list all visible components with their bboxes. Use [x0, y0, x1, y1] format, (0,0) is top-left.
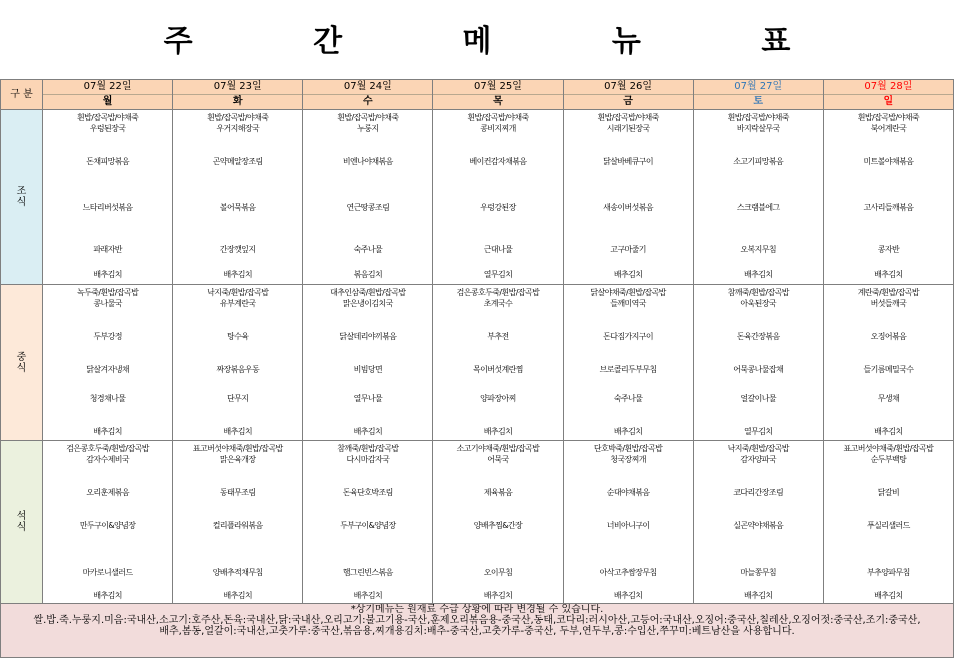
day-date: 07월 24일 [303, 80, 432, 95]
day-name: 토 [753, 96, 764, 107]
menu-item: 돈육단호박조림 [342, 488, 393, 497]
menu-item: 어묵콩나물잡채 [733, 365, 784, 374]
menu-item-rice: 참깨죽/흰밥/잡곡밥 [727, 288, 789, 297]
day-header-fri [563, 80, 693, 110]
menu-item-rice: 계란죽/흰밥/잡곡밥 [857, 288, 919, 297]
meal-row-breakfast [1, 110, 954, 285]
menu-item: 오이무침 [483, 568, 513, 577]
menu-cell [303, 441, 433, 604]
menu-item: 감자양파국 [740, 455, 777, 464]
weekly-menu-table [0, 79, 954, 658]
menu-item: 콩비지찌개 [480, 124, 516, 133]
menu-item: 마카로니샐러드 [82, 568, 133, 577]
menu-item: 배추김치 [223, 591, 252, 600]
menu-item: 오징어볶음 [870, 332, 907, 341]
menu-item: 햄그린빈스볶음 [342, 568, 393, 577]
menu-item: 다시마감자국 [346, 455, 390, 464]
meal-label-char: 식 [16, 362, 27, 374]
menu-item-rice: 흰밥/잡곡밥/야채죽 [337, 113, 399, 122]
gubun-label: 구 분 [1, 80, 43, 110]
footer-origin-line-1: 쌀.밥.죽.누룽지.미음:국내산,소고기:호주산,돈육:국내산,닭:국내산,오리고기:불고기용-국산,훈제오리볶음용-중국산,동태,코다리:러시아산,고등어:국내산,오징어:중국산,칠레산,오징어젓:중국산,조기:중국산, [33, 615, 921, 626]
menu-item: 양배추찜&간장 [473, 521, 523, 530]
menu-item: 맑은육개장 [219, 455, 256, 464]
menu-item-rice: 흰밥/잡곡밥/야채죽 [76, 113, 139, 122]
menu-cell [823, 441, 953, 604]
meal-label-breakfast [1, 110, 43, 285]
day-date: 07월 22일 [43, 80, 172, 95]
menu-item: 목이버섯계란찜 [473, 365, 523, 374]
menu-item: 닭살겨자냉채 [86, 365, 129, 374]
menu-item: 소고기피망볶음 [733, 157, 784, 166]
menu-cell [563, 110, 693, 285]
menu-item: 어묵국 [487, 455, 509, 464]
menu-item: 고구마줄기 [610, 245, 646, 254]
menu-item: 배추김치 [483, 427, 513, 436]
menu-item: 배추김치 [874, 591, 903, 600]
menu-item: 배추김치 [223, 427, 252, 436]
menu-item: 배추김치 [93, 270, 122, 279]
menu-cell [173, 110, 303, 285]
menu-item-rice: 흰밥/잡곡밥/야채죽 [857, 113, 919, 122]
menu-item-rice: 흰밥/잡곡밥/야채죽 [597, 113, 659, 122]
menu-item: 스크램블에그 [736, 203, 780, 212]
menu-item-rice: 녹두죽/흰밥/잡곡밥 [76, 288, 139, 297]
menu-cell [433, 285, 563, 441]
menu-item: 아삭고추쌈장무침 [599, 568, 657, 577]
menu-item: 너비아니구이 [606, 521, 650, 530]
menu-item: 무생채 [877, 394, 900, 403]
menu-cell [433, 441, 563, 604]
footer-note: *상기메뉴는 원재료 수급 상황에 따라 변경될 수 있습니다. [350, 604, 604, 615]
menu-item: 배추김치 [613, 270, 643, 279]
menu-item: 시래기된장국 [606, 124, 650, 133]
menu-item: 간장깻잎지 [219, 245, 256, 254]
menu-item: 배추김치 [223, 270, 252, 279]
menu-item-rice: 흰밥/잡곡밥/야채죽 [207, 113, 269, 122]
page-title: 주 간 메 뉴 표 [163, 24, 846, 59]
meal-label-char: 식 [16, 197, 27, 208]
menu-item-rice: 흰밥/잡곡밥/야채죽 [727, 113, 789, 122]
menu-item: 숙주나물 [353, 245, 383, 254]
menu-item: 열무나물 [353, 394, 383, 403]
menu-item: 청경채나물 [89, 394, 126, 403]
menu-item-rice: 표고버섯야채죽/흰밥/잡곡밥 [192, 444, 283, 453]
menu-item: 브로콜리두부무침 [599, 365, 657, 374]
menu-item: 배추김치 [874, 270, 903, 279]
day-date: 07월 23일 [173, 80, 302, 95]
menu-item: 북어계란국 [870, 124, 907, 133]
menu-item: 돈육간장볶음 [736, 332, 780, 341]
menu-cell [563, 285, 693, 441]
day-name: 일 [883, 96, 894, 107]
menu-item: 미트볼야채볶음 [863, 157, 914, 166]
menu-item: 유부계란국 [219, 299, 256, 308]
footer-origin-line-2: 배추,봄동,얼갈이:국내산,고춧가루:중국산,볶음용,찌개용김치:배추-중국산,고춧가루-중국산, 두부,연두부,콩:수입산,쭈꾸미:베트남산을 사용합니다. [159, 626, 795, 637]
meal-label-char: 석 [16, 511, 27, 522]
menu-item-rice: 검은콩호두죽/흰밥/잡곡밥 [66, 444, 149, 453]
menu-item: 배추김치 [353, 427, 383, 436]
menu-cell [693, 285, 823, 441]
menu-item: 돈채피망볶음 [86, 157, 129, 166]
meal-row-dinner [1, 441, 954, 604]
day-date: 07월 26일 [564, 80, 693, 95]
day-header-sun [823, 80, 953, 110]
menu-item: 초계국수 [483, 299, 513, 308]
day-header-mon [43, 80, 173, 110]
day-date: 07월 27일 [694, 80, 823, 95]
menu-cell [303, 285, 433, 441]
menu-item-rice: 검은콩호두죽/흰밥/잡곡밥 [456, 288, 540, 297]
menu-item-rice: 단호박죽/흰밥/잡곡밥 [593, 444, 663, 453]
menu-item: 두부강정 [93, 332, 122, 341]
menu-item-rice: 낙지죽/흰밥/잡곡밥 [207, 288, 269, 297]
menu-item: 푸실리샐러드 [867, 521, 910, 530]
menu-item: 곤약메알장조림 [212, 157, 263, 166]
menu-item-rice: 흰밥/잡곡밥/야채죽 [467, 113, 529, 122]
header-row [1, 80, 954, 110]
menu-item: 오복지무침 [740, 245, 777, 254]
menu-item: 연근땅콩조림 [346, 203, 390, 212]
menu-item: 배추김치 [353, 591, 383, 600]
day-name: 월 [102, 96, 113, 107]
menu-item-rice: 표고버섯야채죽/흰밥/잡곡밥 [843, 444, 934, 453]
menu-item: 순대야채볶음 [606, 488, 650, 497]
menu-item: 볶음김치 [353, 270, 383, 279]
day-name: 수 [363, 96, 373, 107]
menu-item: 볼어묵볶음 [219, 203, 256, 212]
menu-item: 코다리간장조림 [733, 488, 784, 497]
menu-item: 들기름메밀국수 [863, 365, 914, 374]
day-header-sat [693, 80, 823, 110]
menu-item: 부추양파무침 [867, 568, 910, 577]
menu-item: 배추김치 [93, 427, 122, 436]
menu-item: 누룽지 [357, 124, 379, 133]
menu-item: 비빔당면 [353, 365, 383, 374]
day-header-tue [173, 80, 303, 110]
menu-cell [43, 285, 173, 441]
menu-item: 순두부백탕 [870, 455, 907, 464]
menu-item: 감자수제비국 [86, 455, 129, 464]
menu-item: 새송이버섯볶음 [603, 203, 654, 212]
menu-item: 얼갈이나물 [740, 394, 777, 403]
menu-item: 아욱된장국 [740, 299, 777, 308]
menu-item: 우렁된장국 [89, 124, 126, 133]
menu-item: 베이컨감자채볶음 [469, 157, 527, 166]
menu-cell [173, 441, 303, 604]
menu-item: 열무김치 [743, 427, 773, 436]
menu-item: 닭살데리야끼볶음 [339, 332, 397, 341]
menu-cell [823, 110, 953, 285]
menu-cell [303, 110, 433, 285]
menu-item: 고사리들깨볶음 [863, 203, 914, 212]
menu-cell [693, 110, 823, 285]
menu-item: 맑은냉이김치국 [342, 299, 393, 308]
menu-item: 배추김치 [743, 591, 773, 600]
menu-item: 배추김치 [613, 427, 643, 436]
menu-item: 만두구이&양념장 [79, 521, 136, 530]
menu-item: 배추김치 [483, 591, 513, 600]
menu-cell [43, 441, 173, 604]
menu-cell [433, 110, 563, 285]
menu-item: 닭살바베큐구이 [603, 157, 654, 166]
menu-item: 닭갈비 [877, 488, 900, 497]
menu-item: 배추김치 [613, 591, 643, 600]
menu-item: 돈다짐가지구이 [603, 332, 654, 341]
menu-cell [693, 441, 823, 604]
menu-item: 짜장볶음우동 [216, 365, 260, 374]
menu-item: 열무김치 [483, 270, 513, 279]
menu-item: 들깨미역국 [610, 299, 646, 308]
menu-item: 양배추적채무침 [212, 568, 263, 577]
menu-item: 동태무조림 [219, 488, 256, 497]
menu-item: 배추김치 [743, 270, 773, 279]
meal-label-dinner [1, 441, 43, 604]
menu-item-rice: 낙지죽/흰밥/잡곡밥 [727, 444, 789, 453]
menu-item: 버섯들깨국 [870, 299, 907, 308]
footer-row [1, 604, 954, 658]
menu-item: 콩나물국 [93, 299, 122, 308]
meal-label-lunch [1, 285, 43, 441]
meal-label-char: 중 [16, 351, 27, 363]
menu-item: 배추김치 [93, 591, 122, 600]
day-header-wed [303, 80, 433, 110]
menu-item: 실곤약야채볶음 [733, 521, 784, 530]
menu-item: 두부구이&양념장 [340, 521, 396, 530]
menu-item: 느타리버섯볶음 [82, 203, 133, 212]
menu-item: 양파장아찌 [480, 394, 516, 403]
day-date: 07월 25일 [433, 80, 562, 95]
menu-item: 우렁강된장 [480, 203, 516, 212]
menu-cell [563, 441, 693, 604]
menu-item: 부추전 [487, 332, 509, 341]
meal-label-char: 조 [16, 186, 27, 197]
menu-item: 마늘쫑무침 [740, 568, 777, 577]
menu-item: 파래자반 [93, 245, 122, 254]
menu-item-rice: 대추인삼죽/흰밥/잡곡밥 [330, 288, 406, 297]
menu-item-rice: 소고기야채죽/흰밥/잡곡밥 [456, 444, 540, 453]
menu-item: 배추김치 [874, 427, 903, 436]
menu-item: 청국장찌개 [610, 455, 646, 464]
menu-item: 탕수육 [227, 332, 249, 341]
menu-item: 단무지 [227, 394, 249, 403]
menu-item: 오리훈제볶음 [86, 488, 129, 497]
day-name: 금 [623, 96, 633, 107]
menu-item: 숙주나물 [613, 394, 643, 403]
day-name: 목 [493, 96, 503, 107]
day-date: 07월 28일 [824, 80, 953, 95]
menu-item: 컬리플라워볶음 [212, 521, 263, 530]
menu-item: 콩자반 [877, 245, 900, 254]
footer-notes [1, 604, 954, 658]
day-header-thu [433, 80, 563, 110]
menu-item: 제육볶음 [483, 488, 513, 497]
menu-item: 바지락살무국 [736, 124, 780, 133]
menu-cell [43, 110, 173, 285]
menu-cell [823, 285, 953, 441]
meal-label-char: 식 [16, 522, 27, 533]
meal-row-lunch [1, 285, 954, 441]
menu-item-rice: 닭살야채죽/흰밥/잡곡밥 [590, 288, 666, 297]
menu-item: 우거지해장국 [216, 124, 260, 133]
menu-item: 근대나물 [483, 245, 513, 254]
menu-item-rice: 참깨죽/흰밥/잡곡밥 [337, 444, 399, 453]
menu-cell [173, 285, 303, 441]
menu-item: 비엔나야채볶음 [342, 157, 393, 166]
day-name: 화 [232, 96, 243, 107]
